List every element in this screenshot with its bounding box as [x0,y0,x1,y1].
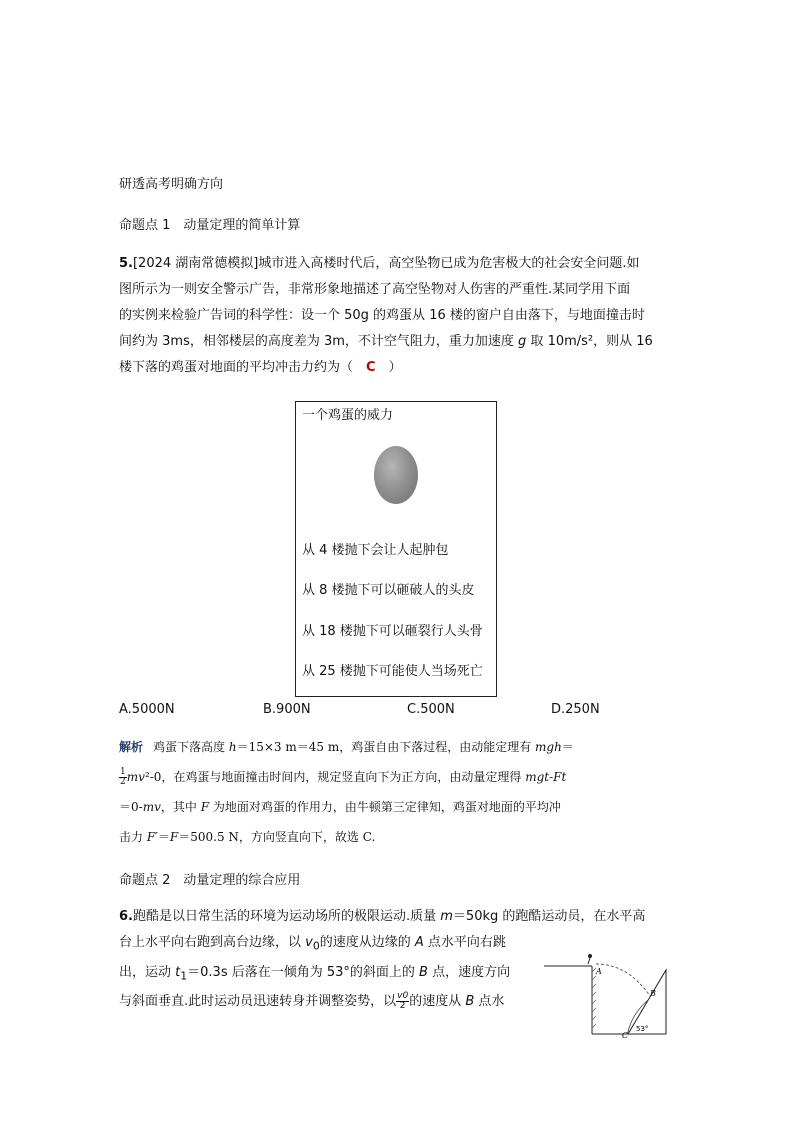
question-6-number: 6. [119,909,133,924]
parkour-diagram [540,944,670,1038]
question-5: 5.[2024 湖南常德模拟]城市进入高楼时代后，高空坠物已成为危害极大的社会安全问题.如 图所示为一则安全警示广告，非常形象地描述了高空坠物对人伤害的严重性.某同学用下面 的实例来检验广告词的科学性：设一个 50g 的鸡蛋从 16 楼的窗户自由落下，与地面撞击时 间约为 3ms，相邻楼层的高度差为 3m，不计空气阻力，重力加速度 g 取 10m/s²，则从 16 楼下落的鸡蛋对地面的平均冲击力约为（ C ） [119,256,653,375]
answer-mark: C [366,360,376,375]
point-2-title: 命题点 2 动量定理的综合应用 [119,873,301,888]
fraction: $\frac{1}{2}$ [120,767,126,787]
option-d: D.250N [551,702,600,717]
safety-ad-box [295,401,497,697]
trajectory-arc [596,964,650,996]
question-5-number: 5. [119,256,133,271]
ad-line: 从 25 楼抛下可能使人当场死亡 [302,664,483,679]
option-a: A.5000N [119,702,175,717]
ad-line: 从 8 楼抛下可以砸破人的头皮 [302,583,475,598]
label-a: A [596,967,602,976]
egg-image [374,446,418,504]
point-1-title: 命题点 1 动量定理的简单计算 [119,218,301,233]
option-b: B.900N [263,702,311,717]
runner-icon [588,954,592,958]
ad-line: 从 18 楼抛下可以砸裂行人头骨 [302,624,483,639]
platform-hatch [592,968,596,1028]
ad-title: 一个鸡蛋的威力 [302,408,394,423]
ad-line: 从 4 楼抛下会让人起肿包 [302,543,449,558]
option-c: C.500N [407,702,455,717]
section-heading: 研透高考明确方向 [119,177,224,192]
question-6: 6.跑酷是以日常生活的环境为运动场所的极限运动.质量 m＝50kg 的跑酷运动员，在水平高 台上水平向右跑到高台边缘，以 $v_0$的速度从边缘的 A 点水平向右跳 出，运动 $t_1=0.3s$ 后落在一倾角为 53°的斜面上的 B 点，速度方向 与斜面垂直.此时运动员迅速转身并调整姿势，以 $\frac{v0}{2}$ 的速度从 B 点水 [119,909,646,1012]
solution-label: 解析 [119,740,144,754]
angle-label: 53° [636,1025,649,1033]
solution: 解析 鸡蛋下落高度 h＝15×3 m＝45 m，鸡蛋自由下落过程，由动能定理有 mgh＝ $\frac{1}{2}$ mv²-0，在鸡蛋与地面撞击时间内，规定竖直向下为正方向，由动量定理得 mgt-Ft ＝0-mv，其中 F 为地面对鸡蛋的作用力，由牛顿第三定律知，鸡蛋对地面的平均冲 击力 F′＝F＝500.5 N，方向竖直向下，故选 C. [119,740,574,844]
fraction: $\frac{v0}{2}$ [397,991,409,1012]
label-c: C [622,1031,629,1038]
label-b: B [650,989,656,998]
